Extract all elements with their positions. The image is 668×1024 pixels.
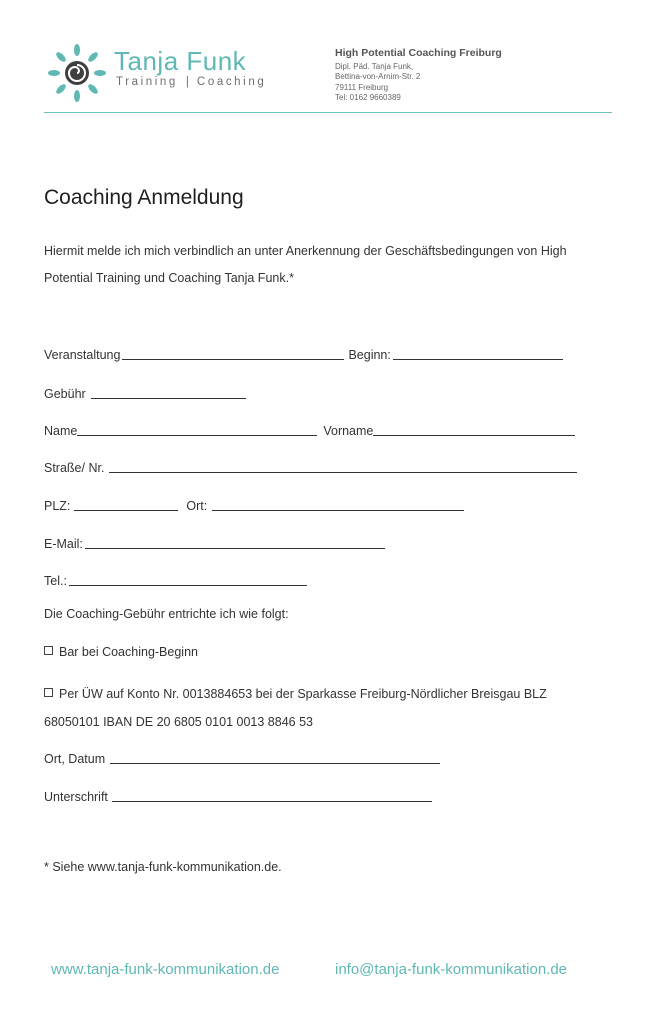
label-ort: Ort:	[186, 499, 208, 513]
footer-email-link[interactable]: info@tanja-funk-kommunikation.de	[335, 961, 568, 978]
blank-vorname[interactable]	[373, 421, 575, 436]
label-gebuehr: Gebühr	[44, 387, 86, 401]
option-cash-label: Bar bei Coaching-Beginn	[59, 645, 198, 659]
field-row-strasse	[44, 455, 577, 475]
label-ort-datum: Ort, Datum	[44, 752, 106, 766]
brand-name: Tanja Funk	[114, 46, 247, 76]
label-strasse: Straße/ Nr.	[44, 461, 105, 475]
label-plz: PLZ:	[44, 499, 71, 513]
tagline-training: Training	[116, 76, 178, 88]
label-unterschrift: Unterschrift	[44, 790, 108, 804]
contact-line: Bettina-von-Arnim-Str. 2	[335, 72, 421, 81]
label-beginn: Beginn:	[348, 348, 391, 362]
tagline-coaching: Coaching	[196, 76, 267, 88]
payment-option-transfer[interactable]	[44, 680, 604, 736]
label-name: Name	[44, 424, 78, 438]
field-row-unterschrift	[44, 784, 432, 804]
letterhead	[44, 38, 612, 113]
field-row-name	[44, 418, 575, 438]
contact-block	[335, 48, 502, 104]
contact-line: 79111 Freiburg	[335, 82, 389, 92]
contact-line: Dipl. Päd. Tanja Funk,	[335, 61, 414, 71]
field-row-veranstaltung	[44, 342, 563, 362]
blank-ort[interactable]	[212, 496, 464, 511]
footer-website-link[interactable]: www.tanja-funk-kommunikation.de	[51, 961, 280, 978]
blank-tel[interactable]	[69, 571, 307, 586]
field-row-plz-ort	[44, 493, 464, 513]
blank-email[interactable]	[85, 534, 385, 549]
blank-unterschrift[interactable]	[112, 787, 432, 802]
payment-option-cash[interactable]	[44, 645, 198, 659]
sun-spiral-logo-icon	[48, 44, 106, 102]
payment-prompt: Die Coaching-Gebühr entrichte ich wie folgt:	[44, 607, 289, 621]
brand-tagline	[116, 76, 266, 88]
field-row-email	[44, 531, 385, 551]
field-row-tel	[44, 568, 307, 588]
label-veranstaltung: Veranstaltung	[44, 348, 121, 362]
option-transfer-label: Per ÜW auf Konto Nr. 0013884653 bei der Sparkasse Freiburg-Nördlicher Breisgau BLZ 68050101 IBAN DE 20 6805 0101 0013 8846 53	[44, 687, 547, 729]
label-email: E-Mail:	[44, 537, 83, 551]
field-row-ort-datum	[44, 746, 440, 766]
blank-beginn[interactable]	[393, 345, 563, 360]
blank-ort-datum[interactable]	[110, 749, 440, 764]
document-title: Coaching Anmeldung	[44, 186, 244, 209]
tagline-separator: |	[185, 76, 189, 88]
blank-gebuehr[interactable]	[91, 384, 246, 399]
field-row-gebuehr	[44, 381, 246, 401]
label-vorname: Vorname	[323, 424, 374, 438]
label-tel: Tel.:	[44, 574, 67, 588]
blank-strasse[interactable]	[109, 458, 577, 473]
checkbox-icon[interactable]	[44, 646, 53, 655]
blank-name[interactable]	[77, 421, 317, 436]
intro-paragraph: Hiermit melde ich mich verbindlich an unter Anerkennung der Geschäftsbedingungen von High Potential Training und Coaching Tanja Funk.*	[44, 244, 567, 285]
footnote: * Siehe www.tanja-funk-kommunikation.de.	[44, 860, 282, 874]
contact-title: High Potential Coaching Freiburg	[335, 47, 502, 59]
blank-plz[interactable]	[74, 496, 178, 511]
checkbox-icon[interactable]	[44, 688, 53, 697]
contact-line: Tel: 0162 9660389	[335, 93, 401, 102]
blank-veranstaltung[interactable]	[122, 345, 344, 360]
